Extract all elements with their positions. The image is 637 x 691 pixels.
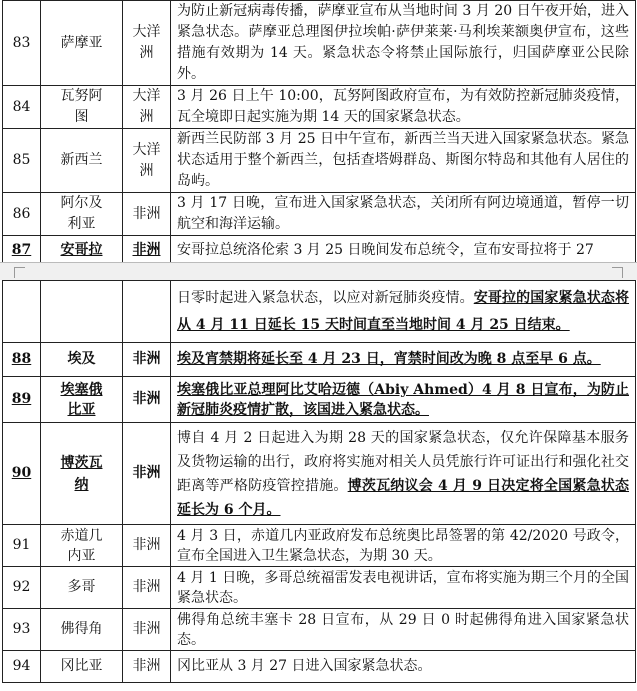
table-row <box>3 567 636 609</box>
extension-notice: 博茨瓦纳议会 4 月 9 日决定将全国紧急状态延长为 6 个月。 <box>177 477 630 518</box>
country-name: 冈比亚 <box>41 651 123 683</box>
table-row <box>3 377 636 423</box>
document-page-2 <box>0 280 637 691</box>
country-name: 埃及 <box>41 343 123 377</box>
row-number: 93 <box>3 609 41 651</box>
document-page-1 <box>0 0 637 262</box>
measure-description: 新西兰民防部 3 月 25 日中午宣布，新西兰当天进入国家紧急状态。紧急状态适用于整个新西兰，包括查塔姆群岛、斯图尔特岛和其他有人居住的岛屿。 <box>171 129 636 193</box>
table-row <box>3 343 636 377</box>
measure-description: 安哥拉总统洛伦索 3 月 25 日晚间发布总统令，宣布安哥拉将于 27 <box>171 236 636 266</box>
table-row <box>3 1 636 86</box>
measure-text: 博自 4 月 2 日起进入为期 28 天的国家紧急状态，仅允许保障基本服务及货物运输的出行，政府将实施对相关人员凭旅行许可证出行和强化社交距离等严格防疫管控措施。 <box>177 429 629 494</box>
country-name: 萨摩亚 <box>41 1 123 86</box>
region-name: 大洋 洲 <box>123 86 171 129</box>
continued-text: 日零时起进入紧急状态，以应对新冠肺炎疫情。 <box>177 289 474 306</box>
region-name: 非洲 <box>123 525 171 567</box>
measure-description <box>171 423 636 525</box>
crop-mark-icon <box>14 267 25 278</box>
country-name: 埃塞俄 比亚 <box>41 377 123 423</box>
row-number: 83 <box>3 1 41 86</box>
table-row <box>3 609 636 651</box>
region-name: 非洲 <box>123 377 171 423</box>
country-name: 博茨瓦 纳 <box>41 423 123 525</box>
table-row <box>3 236 636 266</box>
page-break <box>0 262 637 282</box>
row-number: 88 <box>3 343 41 377</box>
country-name: 瓦努阿 图 <box>41 86 123 129</box>
measure-description: 佛得角总统丰塞卡 28 日宣布，从 29 日 0 时起佛得角进入国家紧急状态。 <box>171 609 636 651</box>
row-number: 90 <box>3 423 41 525</box>
region-name: 非洲 <box>123 193 171 236</box>
table-row <box>3 129 636 193</box>
measure-description: 4 月 3 日，赤道几内亚政府发布总统奥比昂签署的第 42/2020 号政令，宣布全国进入卫生紧急状态，为期 30 天。 <box>171 525 636 567</box>
measure-description <box>171 281 636 343</box>
country-name: 佛得角 <box>41 609 123 651</box>
region-name: 非洲 <box>123 651 171 683</box>
region-name: 大洋 洲 <box>123 1 171 86</box>
measure-description: 为防止新冠病毒传播，萨摩亚宣布从当地时间 3 月 20 日午夜开始，进入紧急状态。萨摩亚总理图伊拉埃帕·萨伊莱莱·马利埃莱额奥伊宣布，这些措施有效期为 14 天。紧急状态令将禁止国际旅行，归国萨摩亚公民除外。 <box>171 1 636 86</box>
row-number: 94 <box>3 651 41 683</box>
region-name: 非洲 <box>123 236 171 266</box>
region-name: 非洲 <box>123 609 171 651</box>
region-name: 大洋 洲 <box>123 129 171 193</box>
measure-description: 3 月 17 日晚，宣布进入国家紧急状态，关闭所有阿边境通道，暂停一切航空和海洋运输。 <box>171 193 636 236</box>
row-number: 92 <box>3 567 41 609</box>
row-number: 91 <box>3 525 41 567</box>
country-name: 新西兰 <box>41 129 123 193</box>
measure-description: 3 月 26 日上午 10:00，瓦努阿图政府宣布，为有效防控新冠肺炎疫情，瓦全境即日起实施为期 14 天的国家紧急状态。 <box>171 86 636 129</box>
region-name: 非洲 <box>123 343 171 377</box>
measure-description: 4 月 1 日晚，多哥总统福雷发表电视讲话，宣布将实施为期三个月的全国紧急状态。 <box>171 567 636 609</box>
table-row <box>3 193 636 236</box>
region-name: 非洲 <box>123 423 171 525</box>
country-name: 阿尔及 利亚 <box>41 193 123 236</box>
crop-mark-icon <box>612 267 623 278</box>
emergency-table-page-2 <box>2 280 636 683</box>
table-row <box>3 281 636 343</box>
country-name: 多哥 <box>41 567 123 609</box>
row-number: 87 <box>3 236 41 266</box>
row-number: 86 <box>3 193 41 236</box>
country-name: 安哥拉 <box>41 236 123 266</box>
row-number: 89 <box>3 377 41 423</box>
table-row <box>3 423 636 525</box>
measure-description: 冈比亚从 3 月 27 日进入国家紧急状态。 <box>171 651 636 683</box>
country-name: 赤道几 内亚 <box>41 525 123 567</box>
region-name: 非洲 <box>123 567 171 609</box>
row-number: 85 <box>3 129 41 193</box>
table-row <box>3 651 636 683</box>
emergency-table-page-1 <box>2 0 636 266</box>
measure-description: 埃塞俄比亚总理阿比艾哈迈德（Abiy Ahmed）4 月 8 日宣布，为防止新冠肺炎疫情扩散，该国进入紧急状态。 <box>171 377 636 423</box>
table-row <box>3 86 636 129</box>
row-number: 84 <box>3 86 41 129</box>
extension-notice: 安哥拉的国家紧急状态将从 4 月 11 日延长 15 天时间直至当地时间 4 月 25 日结束。 <box>177 289 630 333</box>
measure-description: 埃及宵禁期将延长至 4 月 23 日，宵禁时间改为晚 8 点至早 6 点。 <box>171 343 636 377</box>
table-row <box>3 525 636 567</box>
